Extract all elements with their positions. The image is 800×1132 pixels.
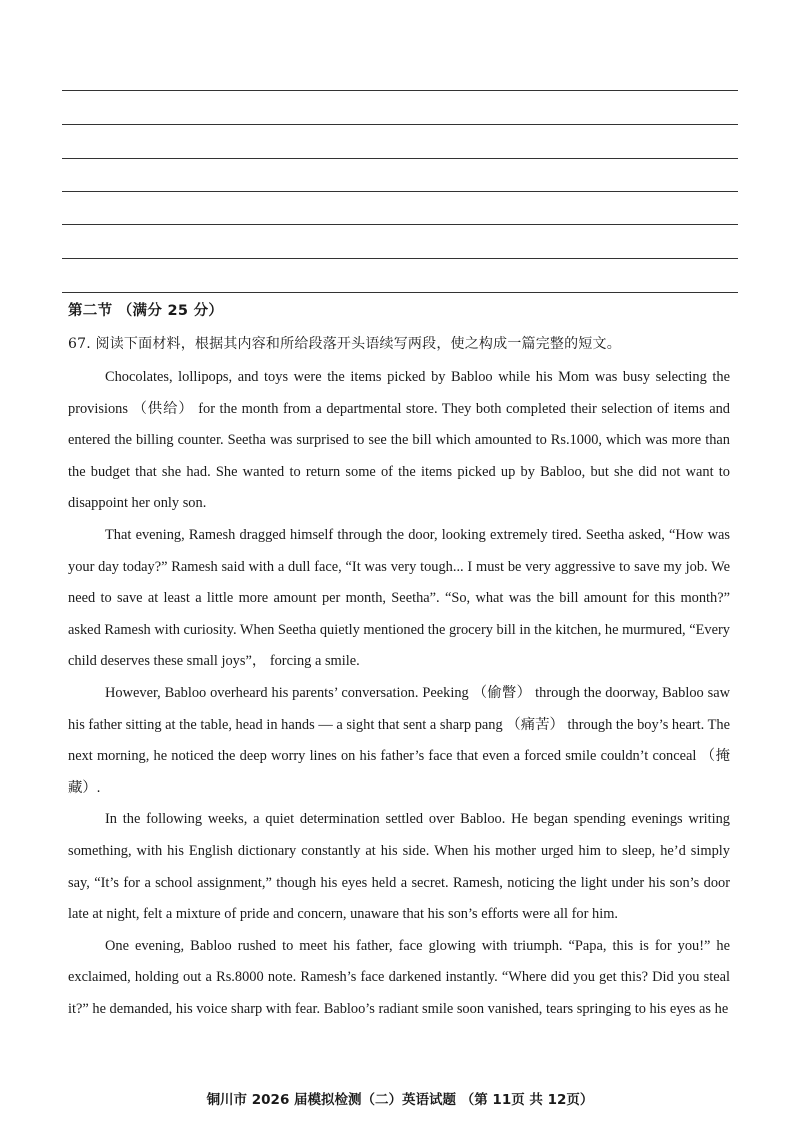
passage-paragraph: Chocolates, lollipops, and toys were the items picked by Babloo while his Mom was busy selecting the provisions （供给） for the month from a departmental store. They both completed their selection of items and entered the billing counter. Seetha was surprised to see the bill which amounted to Rs.1000, which was more than the budget that she had. She wanted to return some of the items picked up by Babloo, but she did not want to disappoint her only son. xyxy=(68,369,730,512)
answer-line xyxy=(62,124,738,125)
answer-line xyxy=(62,90,738,91)
reading-passage xyxy=(68,362,730,1025)
answer-line xyxy=(62,158,738,159)
passage-paragraph: In the following weeks, a quiet determination settled over Babloo. He began spending evenings writing something, with his English dictionary constantly at his side. When his mother urged him to sleep, he’d simply say, “It’s for a school assignment,” though his eyes held a secret. Ramesh, noticing the light under his son’s door late at night, felt a mixture of pride and concern, unaware that his son’s efforts were all for him. xyxy=(68,811,730,923)
answer-line xyxy=(62,224,738,225)
answer-line xyxy=(62,258,738,259)
question-instruction: 67. 阅读下面材料，根据其内容和所给段落开头语续写两段，使之构成一篇完整的短文。 xyxy=(68,336,621,352)
passage-paragraph: One evening, Babloo rushed to meet his father, face glowing with triumph. “Papa, this is for you!” he exclaimed, holding out a Rs.8000 note. Ramesh’s face darkened instantly. “Where did you get this? Did you steal it?” he demanded, his voice sharp with fear. Babloo’s radiant smile soon vanished, tears springing to his eyes as he xyxy=(68,937,730,1017)
passage-paragraph: That evening, Ramesh dragged himself through the door, looking extremely tired. Seetha asked, “How was your day today?” Ramesh said with a dull face, “It was very tough... I must be very aggressive to save my job. We need to save at least a little more amount per month, Seetha”. “So, what was the bill amount for this month?” asked Ramesh with curiosity. When Seetha quietly mentioned the grocery bill in the kitchen, he murmured, “Every child deserves these small joys”， forcing a smile. xyxy=(68,526,730,670)
passage-paragraph: However, Babloo overheard his parents’ conversation. Peeking （偷瞥） through the doorway, Babloo saw his father sitting at the table, head in hands — a sight that sent a sharp pang （痛苦） through the boy’s heart. The next morning, he noticed the deep worry lines on his father’s face that even a forced smile couldn’t conceal （掩藏）. xyxy=(68,684,730,796)
answer-line xyxy=(62,191,738,192)
answer-writing-lines xyxy=(62,90,738,295)
page-footer: 铜川市 2026 届模拟检测（二）英语试题 （第 11页 共 12页） xyxy=(206,1092,594,1108)
section-heading: 第二节 （满分 25 分） xyxy=(68,303,224,319)
answer-line xyxy=(62,292,738,293)
